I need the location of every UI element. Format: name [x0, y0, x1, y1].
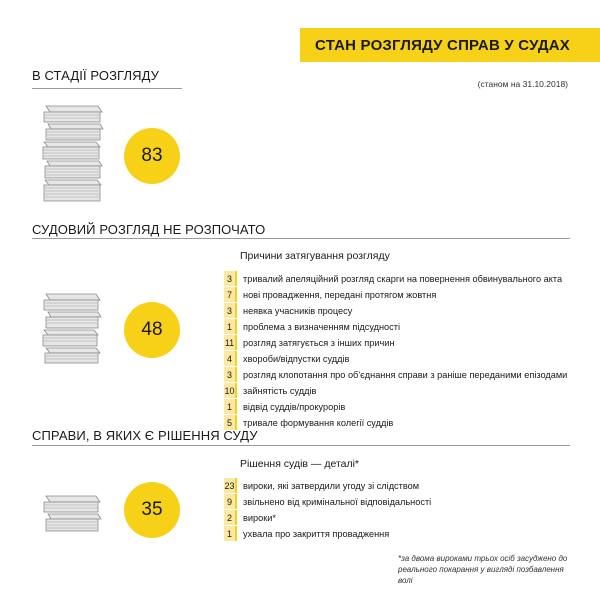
item-label: зайнятість суддів — [243, 385, 317, 396]
list-item — [224, 303, 352, 318]
section-title-not-started: СУДОВИЙ РОЗГЛЯД НЕ РОЗПОЧАТО — [32, 222, 266, 237]
list-item — [224, 510, 276, 525]
item-label: вироки* — [243, 512, 276, 523]
list-title-decision-details: Рішення судів — деталі* — [240, 458, 360, 470]
item-label: розгляд клопотання про об'єднання справи з раніше переданими епізодами — [243, 369, 568, 380]
item-count: 3 — [224, 303, 237, 318]
section-title-decisions: СПРАВИ, В ЯКИХ Є РІШЕННЯ СУДУ — [32, 428, 258, 443]
footnote: *за двома вироками трьох осіб засуджено до реального покарання у вигляді позбавлення волі — [398, 554, 568, 585]
item-label: хвороби/відпустки суддів — [243, 353, 350, 364]
item-label: ухвала про закриття провадження — [243, 528, 390, 539]
item-label: тривалий апеляційний розгляд скарги на повернення обвинувального акта — [243, 273, 563, 284]
document-stack-icon — [40, 292, 104, 369]
section-title-in-review: В СТАДІЇ РОЗГЛЯДУ — [32, 68, 159, 83]
item-count: 2 — [224, 510, 237, 525]
item-count: 3 — [224, 271, 237, 286]
list-item — [224, 319, 400, 334]
list-item — [224, 287, 436, 302]
item-label: неявка учасників процесу — [243, 305, 353, 316]
item-count: 11 — [224, 335, 237, 350]
item-count: 4 — [224, 351, 237, 366]
item-count: 23 — [224, 478, 237, 493]
item-label: тривале формування колегії суддів — [243, 417, 394, 428]
item-count: 3 — [224, 367, 237, 382]
list-item — [224, 351, 349, 366]
section-divider — [32, 88, 182, 89]
item-count: 9 — [224, 494, 237, 509]
list-item — [224, 399, 345, 414]
list-item — [224, 367, 567, 382]
document-stack-icon — [40, 494, 104, 539]
item-label: розгляд затягується з інших причин — [243, 337, 395, 348]
item-label: проблема з визначенням підсудності — [243, 321, 400, 332]
page-title: СТАН РОЗГЛЯДУ СПРАВ У СУДАХ — [315, 36, 570, 54]
count-in-review: 83 — [124, 128, 180, 184]
list-item — [224, 494, 431, 509]
list-item — [224, 335, 395, 350]
item-count: 5 — [224, 415, 237, 430]
document-stack-icon — [40, 104, 106, 209]
item-count: 1 — [224, 319, 237, 334]
list-title-delay-reasons: Причини затягування розгляду — [240, 250, 390, 262]
item-count: 10 — [224, 383, 237, 398]
count-decisions: 35 — [124, 482, 180, 538]
item-count: 1 — [224, 526, 237, 541]
section-divider — [32, 445, 570, 446]
list-item — [224, 478, 419, 493]
item-label: нові провадження, передані протягом жовтня — [243, 289, 437, 300]
item-label: вироки, які затвердили угоду зі слідством — [243, 480, 420, 491]
list-item — [224, 526, 389, 541]
section-divider — [32, 238, 570, 239]
item-label: відвід суддів/прокурорів — [243, 401, 346, 412]
list-item — [224, 271, 562, 286]
count-not-started: 48 — [124, 302, 180, 358]
item-count: 1 — [224, 399, 237, 414]
header-banner — [300, 28, 600, 62]
item-count: 7 — [224, 287, 237, 302]
date-note: (станом на 31.10.2018) — [477, 79, 568, 89]
list-item — [224, 383, 316, 398]
item-label: звільнено від кримінальної відповідальності — [243, 496, 432, 507]
